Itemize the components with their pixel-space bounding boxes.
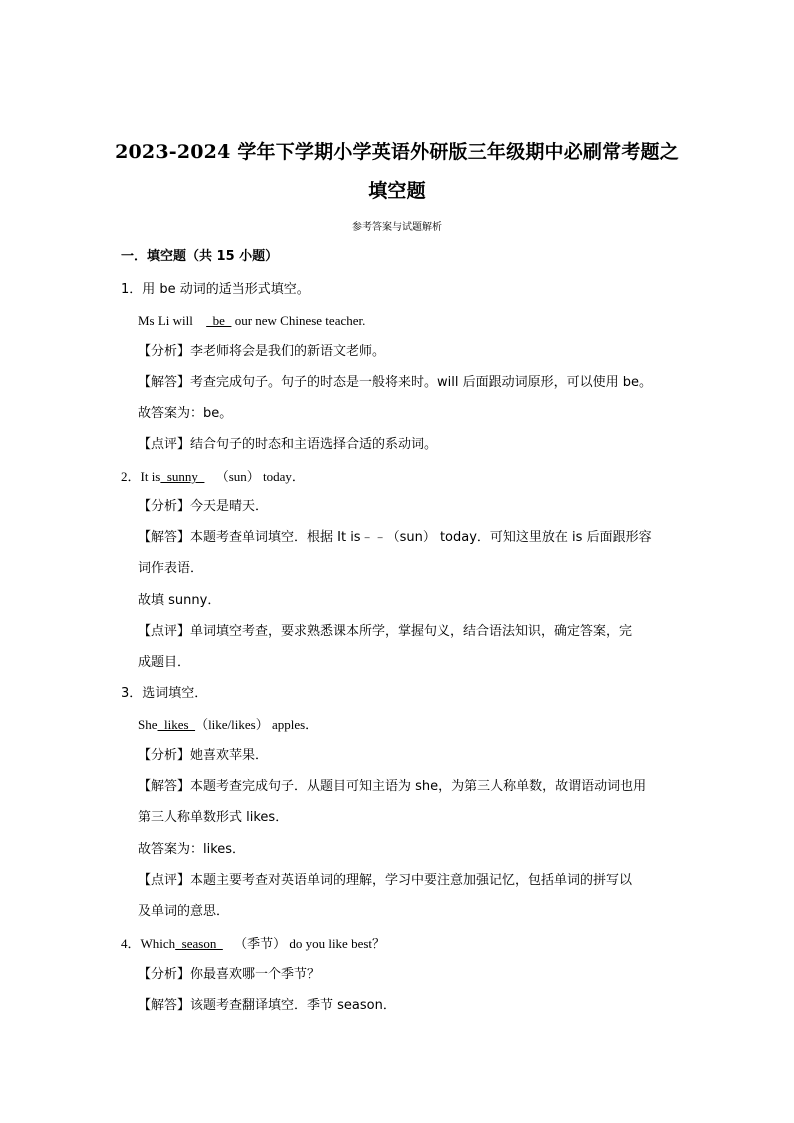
q3-comment: 【点评】本题主要考查对英语单词的理解，学习中要注意加强记忆，包括单词的拼写以 <box>138 873 633 888</box>
q2-answer: 【解答】本题考查单词填空．根据 It is﹣﹣（sun） today．可知这里放在 is 后面跟形容 <box>138 530 652 545</box>
document-title-line2: 填空题 <box>368 180 426 202</box>
q2-answer-result: 故填 sunny． <box>138 593 221 608</box>
q3-sentence-end: （like/likes） apples． <box>195 717 319 732</box>
q4-answer: 【解答】该题考查翻译填空．季节 season． <box>138 998 396 1013</box>
q1-answer-result: 故答案为：be。 <box>138 406 233 421</box>
q1-stem: 1．用 be 动词的适当形式填空。 <box>121 282 310 297</box>
q1-sentence <box>138 312 365 330</box>
q1-comment: 【点评】结合句子的时态和主语选择合适的系动词。 <box>138 437 438 452</box>
document-subtitle: 参考答案与试题解析 <box>352 222 442 233</box>
q1-sentence-end: our new Chinese teacher. <box>234 313 366 328</box>
q2-stem-end: （sun） today． <box>215 469 305 484</box>
q3-comment-cont: 及单词的意思． <box>138 904 230 919</box>
section-heading: 一．填空题（共 15 小题） <box>121 249 279 264</box>
q2-comment-cont: 成题目． <box>138 655 191 670</box>
q3-answer-result: 故答案为：likes． <box>138 842 246 857</box>
q1-sentence-start: Ms Li will <box>138 313 197 328</box>
q4-stem-end: （季节） do you like best？ <box>234 936 386 951</box>
q4-answer-blank: season <box>175 936 223 951</box>
q3-answer: 【解答】本题考查完成句子．从题目可知主语为 she，为第三人称单数，故谓语动词也用 <box>138 779 647 794</box>
q1-answer: 【解答】考查完成句子。句子的时态是一般将来时。will 后面跟动词原形，可以使用 be。 <box>138 375 652 390</box>
q1-analysis: 【分析】李老师将会是我们的新语文老师。 <box>138 344 386 359</box>
q4-stem-start: 4．Which <box>121 936 176 951</box>
q4-stem <box>121 935 385 953</box>
q3-sentence <box>138 716 318 734</box>
q2-answer-cont: 词作表语． <box>138 561 204 576</box>
q3-sentence-start: She <box>138 717 158 732</box>
q3-stem: 3．选词填空． <box>121 686 208 701</box>
q2-answer-blank: sunny <box>160 469 205 484</box>
q2-comment: 【点评】单词填空考查，要求熟悉课本所学，掌握句义，结合语法知识，确定答案，完 <box>138 624 633 639</box>
q3-analysis: 【分析】她喜欢苹果． <box>138 748 269 763</box>
q2-analysis: 【分析】今天是晴天． <box>138 499 269 514</box>
q4-analysis: 【分析】你最喜欢哪一个季节？ <box>138 967 321 982</box>
q3-answer-cont: 第三人称单数形式 likes． <box>138 810 289 825</box>
q1-answer-blank: be <box>206 313 232 328</box>
q3-answer-blank: likes <box>157 717 196 732</box>
q2-stem-start: 2．It is <box>121 469 161 484</box>
q2-stem <box>121 468 305 486</box>
document-title-line1: 2023-2024 学年下学期小学英语外研版三年级期中必刷常考题之 <box>115 141 679 163</box>
